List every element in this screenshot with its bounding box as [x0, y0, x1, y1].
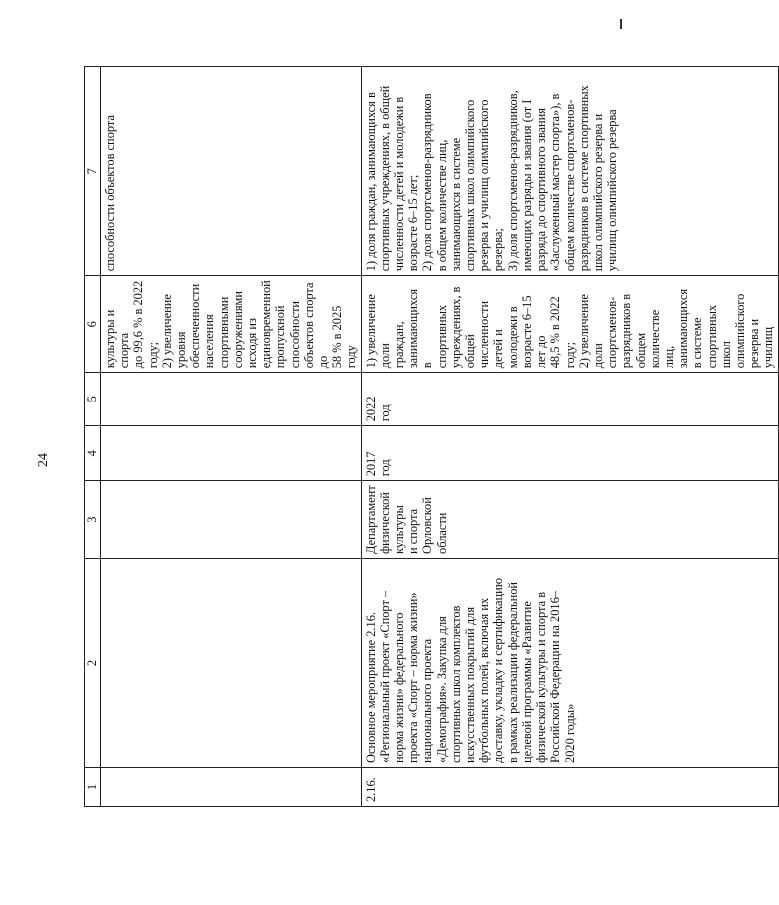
- table-row: [101, 67, 362, 807]
- cell-start-year: [101, 426, 362, 481]
- column-header: 2: [85, 559, 101, 768]
- column-header: 3: [85, 481, 101, 559]
- cell-indicators: 1) доля граждан, занимающихся в спортивных учреждениях, в общей численности детей и молодежи в возрасте 6–15 лет; 2) доля спортсменов-разрядников в общем количестве лиц, занимающихся в системе спортивных школ олимпийского резерва и училищ олимпийского резерва; 3) доля спортсменов-разрядников, имеющих разряды и звания (от I разряда до спортивного звания «Заслуженный мастер спорта»), в общем количестве спортсменов- разрядников в системе спортивных школ олимпийского резерва и училищ олимпийского резерва: [361, 67, 778, 276]
- cell-event: [101, 559, 362, 768]
- table-row: [361, 67, 778, 807]
- column-header: 1: [85, 768, 101, 807]
- column-header: 6: [85, 276, 101, 373]
- table-header-row: [85, 67, 101, 807]
- cell-result: 1) увеличение доли граждан, занимающихся в спортивных учреждениях, в общей численности детей и молодежи в возрасте 6–15 лет до 48,5 % в 2022 году; 2) увеличение доли спортсменов- разрядников в общем количестве лиц, занимающихся в системе спортивных школ олимпийского резерва и училищ: [361, 276, 778, 373]
- cell-executor: Департамент физической культуры и спорта Орловской области: [361, 481, 778, 559]
- cell-end-year: [101, 373, 362, 426]
- cell-indicators: способности объектов спорта: [101, 67, 362, 276]
- column-header: 4: [85, 426, 101, 481]
- cell-end-year: 2022 год: [361, 373, 778, 426]
- cell-event: Основное мероприятие 2.16. «Региональный проект «Спорт – норма жизни» федерального проекта «Спорт – норма жизни» национального проекта «Демография». Закупка для спортивных школ комплектов искусственных покрытий для футбольных полей, включая их доставку, укладку и сертификацию в рамках реализации федеральной целевой программы «Развитие физической культуры и спорта в Российской Федерации на 2016– 2020 годы»: [361, 559, 778, 768]
- column-header: 5: [85, 373, 101, 426]
- program-table: [84, 66, 779, 807]
- cell-start-year: 2017 год: [361, 426, 778, 481]
- cell-result: культуры и спорта до 99,6 % в 2022 году; 2) увеличение уровня обеспеченности населения спортивными сооружениями исходя из единовременной пропускной способности объектов спорта до 58 % в 2025 году: [101, 276, 362, 373]
- cell-number: 2.16.: [361, 768, 778, 807]
- column-header: 7: [85, 67, 101, 276]
- cell-number: [101, 768, 362, 807]
- cell-executor: [101, 481, 362, 559]
- page-number: 24: [36, 453, 51, 467]
- margin-mark: [620, 19, 622, 29]
